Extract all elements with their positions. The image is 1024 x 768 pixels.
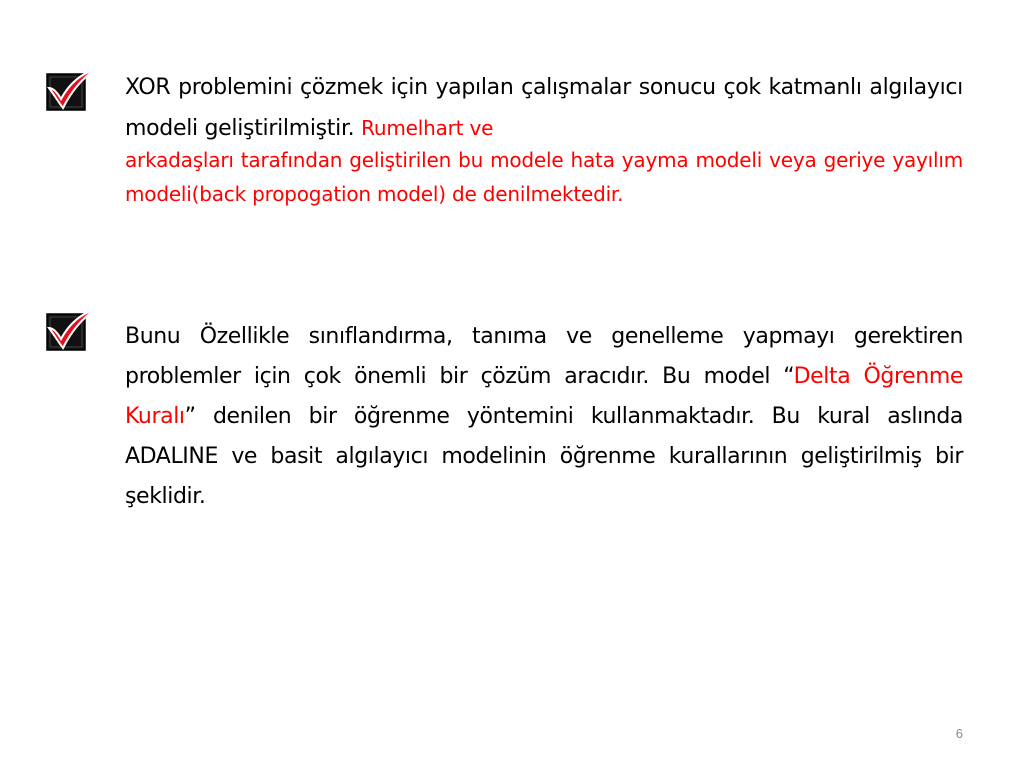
bullet-2-text-highlight: Delta Öğrenme Kuralı — [125, 364, 964, 429]
bullet-1-text-red-rest: arkadaşları tarafından geliştirilen bu modele hata yayma modeli veya geriye yayılım modeli(back propogation model) de denilmektedir. — [125, 148, 963, 206]
page-number: 6 — [955, 726, 963, 741]
bullet-2-text — [125, 317, 963, 517]
bullet-1-text-red-first: Rumelhart ve — [361, 116, 494, 140]
checkmark-checkbox-icon — [44, 306, 100, 354]
checkmark-checkbox-icon — [44, 66, 100, 114]
bullet-2-text-after: ” denilen bir öğrenme yöntemini kullanmaktadır. Bu kural aslında ADALINE ve basit algılayıcı modelinin öğrenme kurallarının geliştirilmiş bir şeklidir. — [125, 404, 963, 509]
bullet-1-text-black: XOR problemini çözmek için yapılan çalışmalar sonucu çok katmanlı algılayıcı modeli geliştirilmiştir. — [125, 75, 963, 141]
bullet-1-text — [125, 68, 963, 211]
bullet-2-text-before: Bunu Özellikle sınıflandırma, tanıma ve genelleme yapmayı gerektiren problemler için çok önemli bir çözüm aracıdır. Bu model “ — [125, 324, 963, 389]
